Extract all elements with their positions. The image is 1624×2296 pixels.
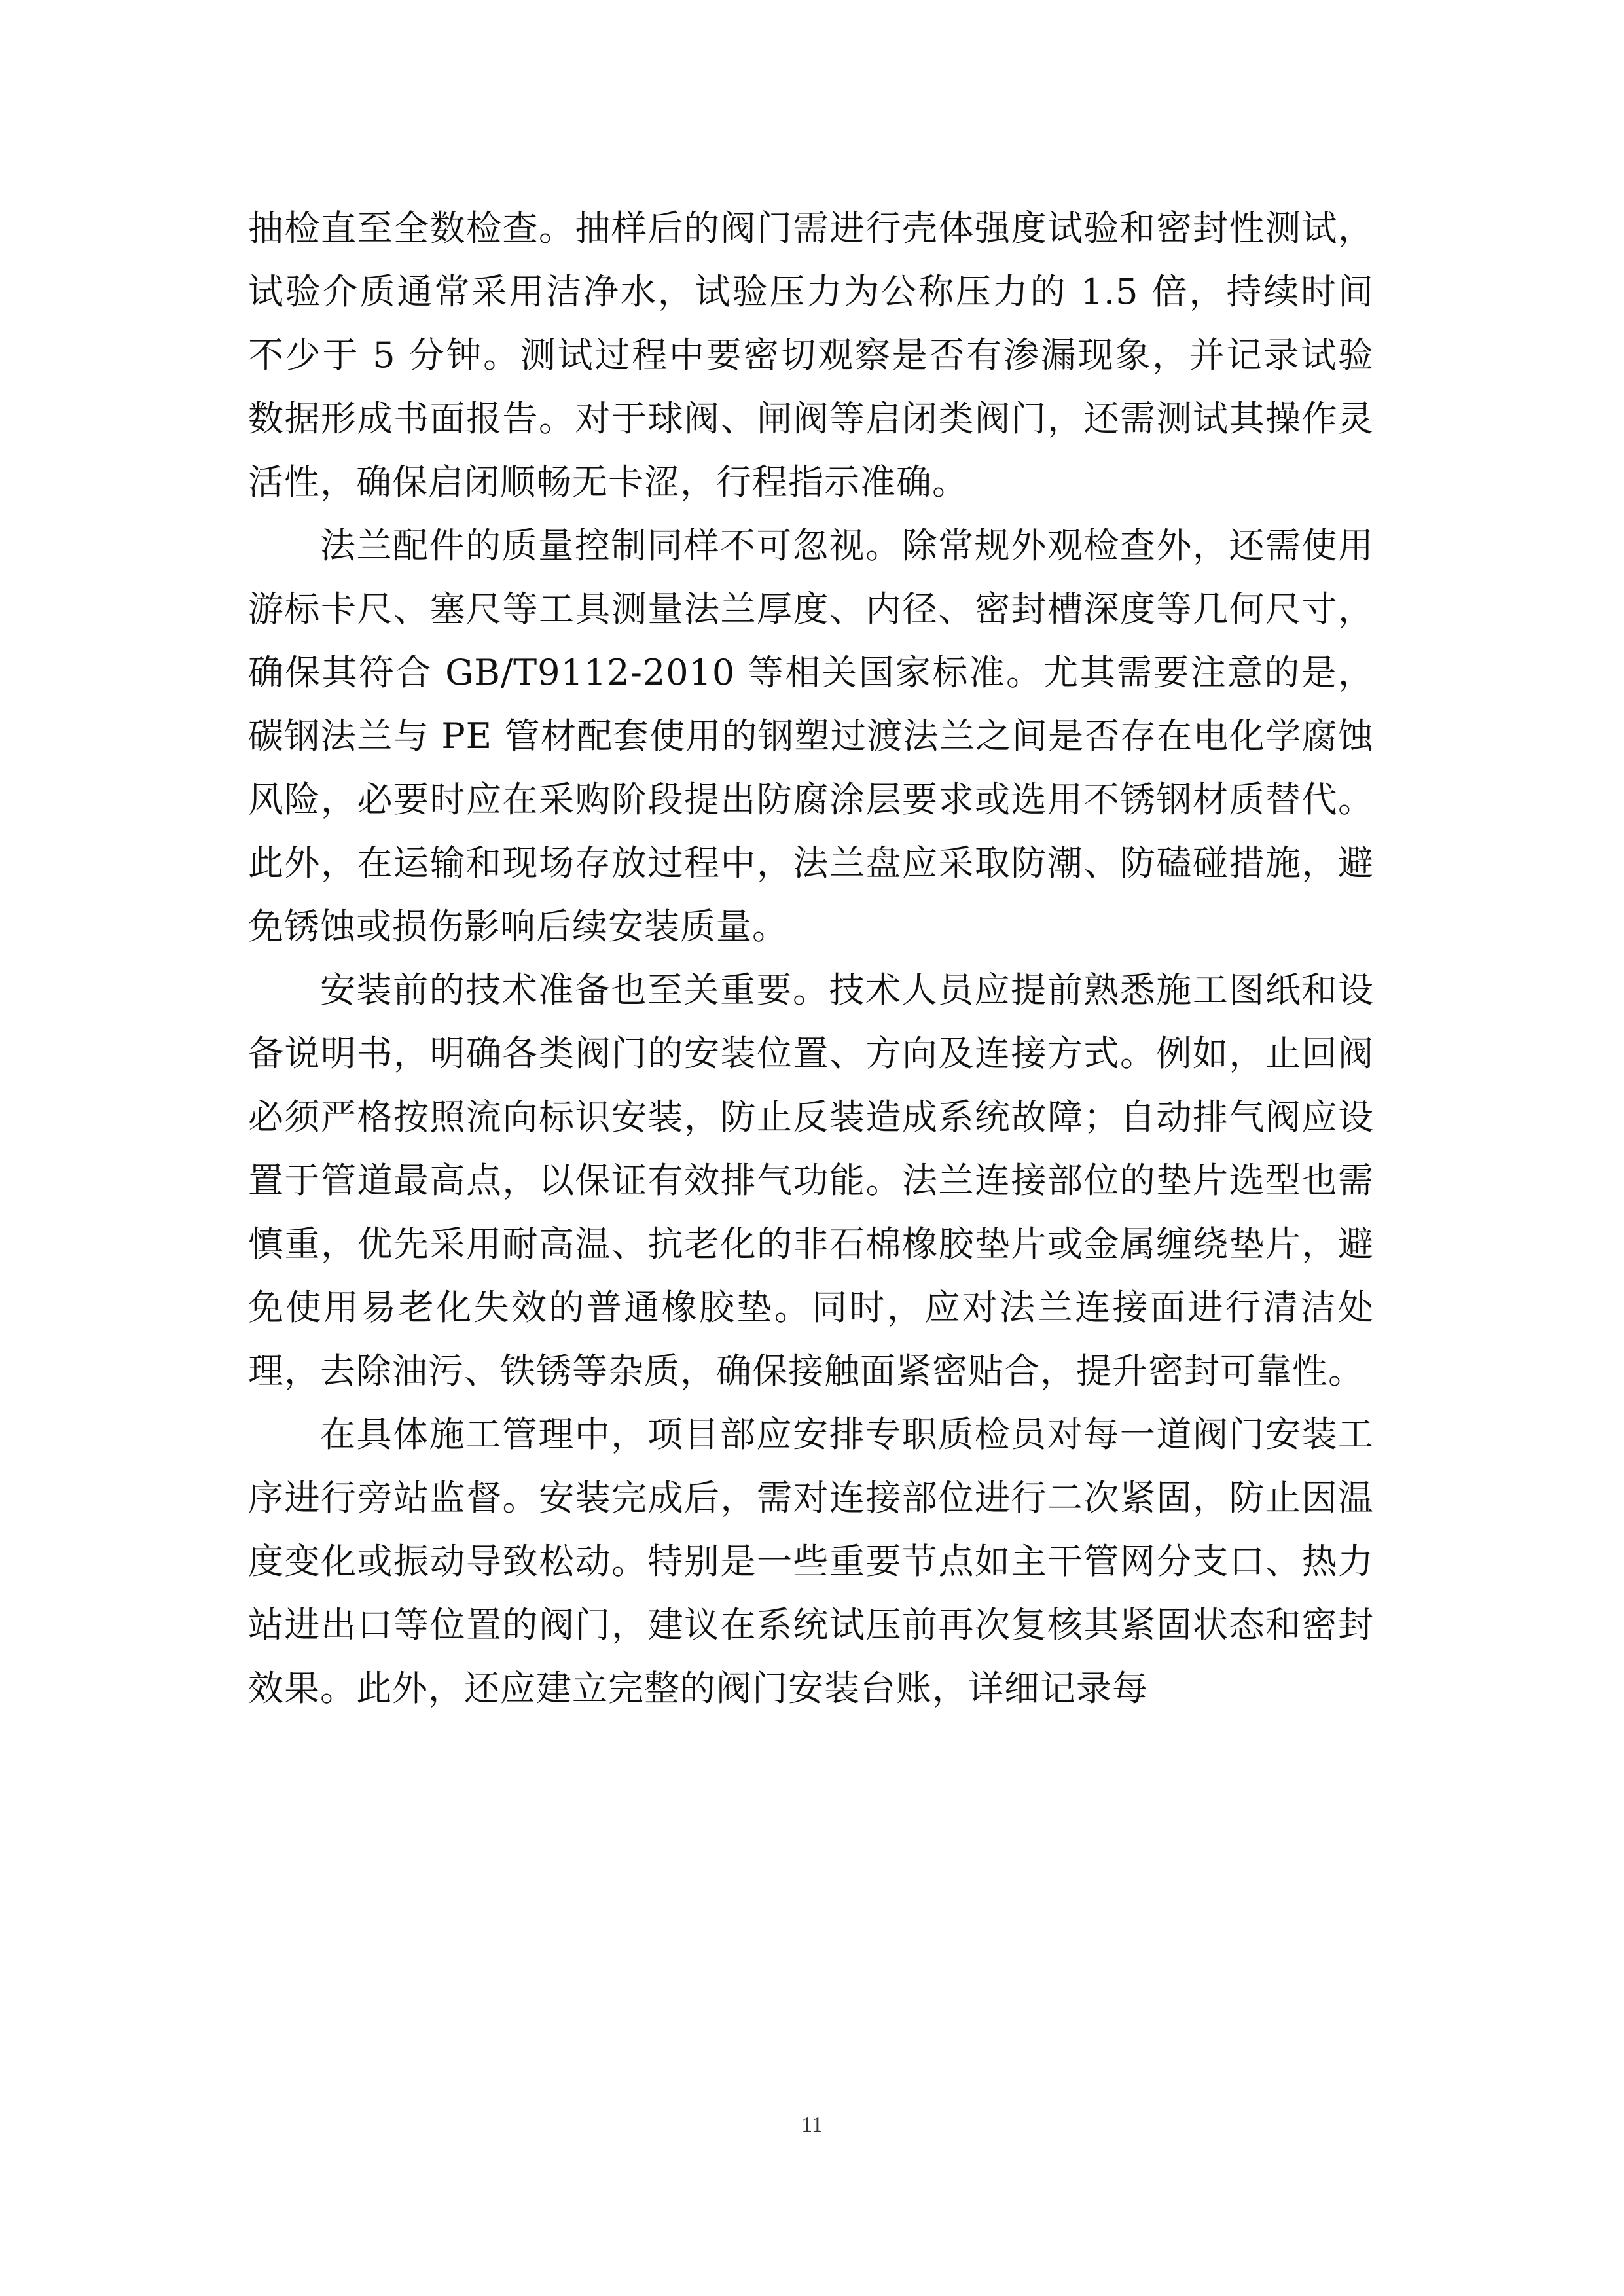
paragraph-valve-testing: 抽检直至全数检查。抽样后的阀门需进行壳体强度试验和密封性测试，试验介质通常采用洁净水，试验压力为公称压力的 1.5 倍，持续时间不少于 5 分钟。测试过程中要密切观察是否有渗漏现象，并记录试验数据形成书面报告。对于球阀、闸阀等启闭类阀门，还需测试其操作灵活性，确保启闭顺畅无卡涩，行程指示准确。 — [248, 207, 1374, 503]
body-text — [248, 196, 1374, 1720]
page-number: 11 — [801, 2113, 823, 2137]
paragraph-flange-quality: 法兰配件的质量控制同样不可忽视。除常规外观检查外，还需使用游标卡尺、塞尺等工具测量法兰厚度、内径、密封槽深度等几何尺寸，确保其符合 GB/T9112-2010 等相关国家标准。尤其需要注意的是，碳钢法兰与 PE 管材配套使用的钢塑过渡法兰之间是否存在电化学腐蚀风险，必要时应在采购阶段提出防腐涂层要求或选用不锈钢材质替代。此外，在运输和现场存放过程中，法兰盘应采取防潮、防磕碰措施，避免锈蚀或损伤影响后续安装质量。 — [248, 525, 1374, 947]
paragraph-construction-management: 在具体施工管理中，项目部应安排专职质检员对每一道阀门安装工序进行旁站监督。安装完成后，需对连接部位进行二次紧固，防止因温度变化或振动导致松动。特别是一些重要节点如主干管网分支口、热力站进出口等位置的阀门，建议在系统试压前再次复核其紧固状态和密封效果。此外，还应建立完整的阀门安装台账，详细记录每 — [248, 1414, 1374, 1709]
paragraph-technical-preparation: 安装前的技术准备也至关重要。技术人员应提前熟悉施工图纸和设备说明书，明确各类阀门的安装位置、方向及连接方式。例如，止回阀必须严格按照流向标识安装，防止反装造成系统故障；自动排气阀应设置于管道最高点，以保证有效排气功能。法兰连接部位的垫片选型也需慎重，优先采用耐高温、抗老化的非石棉橡胶垫片或金属缠绕垫片，避免使用易老化失效的普通橡胶垫。同时，应对法兰连接面进行清洁处理，去除油污、铁锈等杂质，确保接触面紧密贴合，提升密封可靠性。 — [248, 969, 1374, 1391]
